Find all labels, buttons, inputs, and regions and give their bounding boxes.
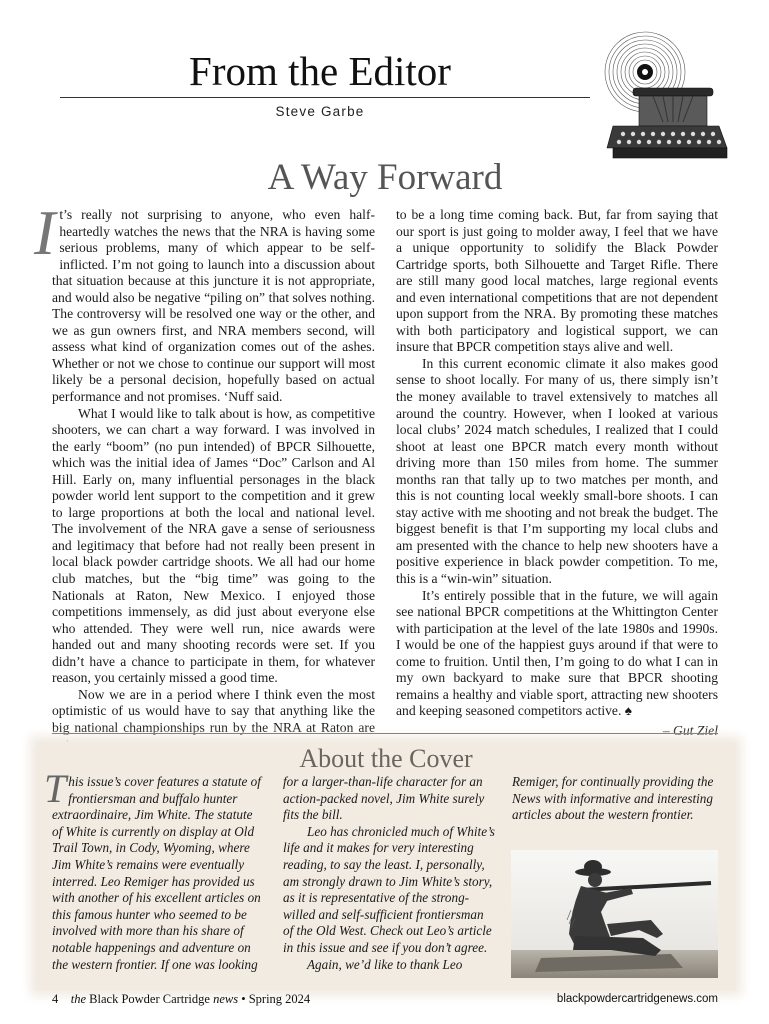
cover-paragraph: This issue’s cover features a statute of frontiersman and buffalo hunter extraordinaire, Jim White. The statute of White is currently on display at Old Trail Town, in Cody, Wyoming, where Jim White’s remains were eventually interred. Leo Remiger has provided us with another of his excellent articles on this famous hunter who seemed to be involved with more than his share of notable happenings and adventure on the western frontier. If one was looking (44, 766, 261, 972)
cover-drop-cap: T (44, 766, 67, 811)
statue-photo (511, 850, 718, 978)
cover-paragraph: Remiger, for continually providing the News with informative and interesting articles about the western frontier. (512, 774, 714, 823)
article-paragraph: It’s entirely possible that in the future, we will again see national BPCR competitions at the Whittington Center with participation at the level of the late 1980s and 1990s. I would be one of the happiest guys around if that were to come to fruition. Until then, I’m going to do what I can in my own backyard to make sure that BPCR shooting remains a healthy and viable sport, attracting new shooters and keeping seasoned competitors active. ♠ (396, 587, 718, 719)
article-paragraph: It’s really not surprising to anyone, who even half-heartedly watches the news that the NRA is having some serious problems, many of which appear to be self-inflicted. I’m not going to launch into a discussion about that situation because at this juncture it is not appropriate, and would also be negative “piling on” that solves nothing. The controversy will be resolved one way or the other, and we as gun owners first, and NRA members second, will assess what kind of organization comes out of the ashes. Whether or not we chose to continue our support will most likely be a personal decision, hopefully based on actual performance and not promises. ‘Nuff said. (34, 197, 375, 405)
article-column-right (396, 207, 718, 740)
article-column-left (34, 197, 375, 753)
author-byline: Steve Garbe (275, 104, 365, 119)
page-number: 4 (52, 992, 59, 1006)
article-paragraph: to be a long time coming back. But, far from saying that our sport is just going to molder away, I feel that we have a unique opportunity to solidify the Black Powder Cartridge sports, both Silhouette and Target Rifle. There are still many good local matches, large regional events and even international competitions that are not dependent upon support from the NRA. By promoting these matches with both participatory and logistical support, we can insure that BPCR competition stays alive and well. (396, 207, 718, 355)
section-divider (52, 733, 718, 734)
issue-label: • Spring 2024 (241, 992, 311, 1006)
cover-paragraph: for a larger-than-life character for an action-packed novel, Jim White surely fits the bill. (283, 774, 485, 823)
footer-website: blackpowdercartridgenews.com (556, 993, 718, 1005)
article-paragraph: Now we are in a period where I think even the most optimistic of us would have to say that anything like the big national championships run by the NRA at Raton are (52, 686, 375, 735)
cover-column-left (44, 766, 266, 973)
cover-column-right (512, 774, 718, 824)
editor-signature: – Gut Ziel (662, 722, 718, 738)
drop-cap: I (34, 197, 56, 268)
about-cover-title: About the Cover (299, 744, 473, 773)
header-divider (60, 97, 590, 98)
cover-column-middle (283, 774, 495, 973)
typewriter-illustration (593, 30, 733, 170)
cover-paragraph: Again, we’d like to thank Leo (307, 956, 463, 972)
publication-name: Black Powder Cartridge (89, 992, 210, 1006)
article-title: A Way Forward (267, 157, 503, 198)
page-title: From the Editor (189, 48, 451, 94)
article-paragraph: What I would like to talk about is how, as competitive shooters, we can chart a way forward. I was involved in the early “boom” (no pun intended) of BPCR Silhouette, which was the initial idea of James “Doc” Carlson and Al Hill. Early on, many influential personages in the black powder world lent support to the competition and it grew to large proportions at both the local and national level. The involvement of the NRA gave a sense of seriousness and legitimacy that before had not really been present in local black powder cartridge shoots. We all had our home club matches, but the “big time” was going to the Nationals at Raton, New Mexico. I enjoyed those competitions immensely, as did just about everyone else who attended. They were well run, nice awards were handed out and many shooting records were set. If you didn’t have a chance to participate in them, for whatever reason, you certainly missed a good time. (52, 405, 375, 686)
article-paragraph: In this current economic climate it also makes good sense to shoot locally. For many of us, there simply isn’t the money available to travel extensively to matches all around the country. However, when I looked at various local clubs’ 2024 match schedules, I realized that I could shoot at least one BPCR match every month without driving more than 150 miles from home. The summer months ran that tally up to two matches per month, and this is not counting local weekly small-bore shoots. I can stay active with me shooting and not break the budget. The biggest benefit is that I’m supporting my local clubs and am presented with the chance to help new shooters have a positive experience in black powder competition. To me, this is a “win-win” situation. (396, 355, 718, 587)
cover-paragraph: Leo has chronicled much of White’s life and it makes for very interesting reading, to say the least. I, personally, am strongly drawn to Jim White’s story, as it is representative of the strong-willed and self-sufficient frontiersman of the Old West. Check out Leo’s article in this issue and see if you don’t agree. (283, 823, 495, 955)
footer-publication: 4 the Black Powder Cartridge news • Spring 2024 (52, 992, 311, 1006)
